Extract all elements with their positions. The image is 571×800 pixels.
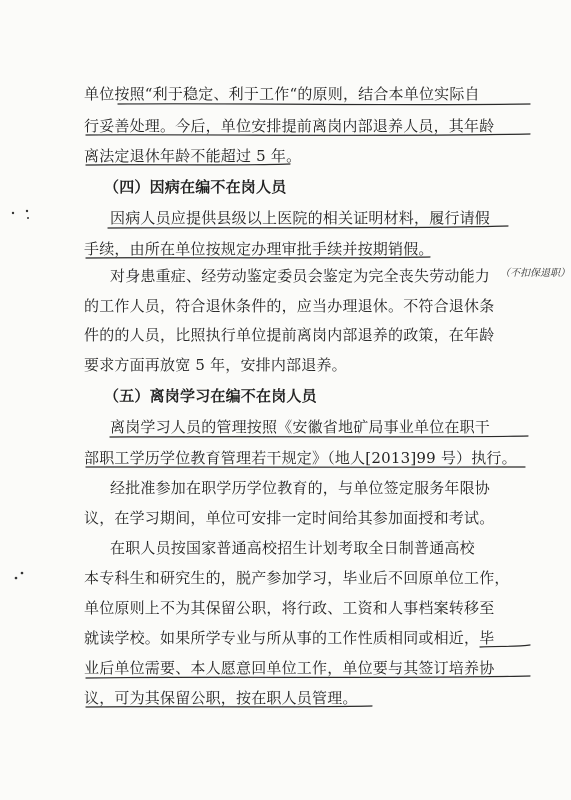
underline-mark [86, 706, 372, 707]
paragraph-line: 单位原则上不为其保留公职，将行政、工资和人事档案转移至 [84, 599, 495, 617]
paragraph-line: 件的的人员，比照执行单位提前离岗内部退养的政策，在年龄 [84, 326, 495, 344]
paragraph-line: 行妥善处理。今后，单位安排提前离岗内部退养人员，其年龄 [84, 117, 495, 135]
underline-mark [110, 436, 528, 437]
paragraph-line: 本专科生和研究生的，脱产参加学习，毕业后不回原单位工作， [84, 569, 510, 587]
paragraph-line: 离法定退休年龄不能超过 5 年。 [84, 147, 302, 165]
margin-dot [27, 217, 29, 219]
underline-mark [480, 645, 530, 647]
handwritten-margin-note: （不扣保退职） [500, 268, 570, 279]
underline-mark [86, 257, 430, 258]
paragraph-line: 就读学校。如果所学专业与所从事的工作性质相同或相近，毕 [84, 629, 495, 647]
paragraph-line: 手续，由所在单位按规定办理审批手续并按期销假。 [84, 240, 434, 258]
underline-mark [86, 134, 530, 135]
paragraph-line: 要求方面再放宽 5 年，安排内部退养。 [84, 356, 347, 374]
paragraph-line: 议，可为其保留公职，按在职人员管理。 [84, 689, 358, 707]
paragraph-line: 议，在学习期间，单位可安排一定时间给其参加面授和考试。 [84, 509, 495, 527]
paragraph-line: 的工作人员，符合退休条件的，应当办理退休。不符合退休条 [84, 297, 495, 315]
section-heading-5: （五）离岗学习在编不在岗人员 [104, 387, 317, 405]
paragraph-line: 因病人员应提供县级以上医院的相关证明材料，履行请假 [110, 209, 491, 227]
paragraph-line: 业后单位需要、本人愿意回单位工作，单位要与其签订培养协 [84, 659, 495, 677]
paragraph-line: 经批准参加在职学历学位教育的，与单位签定服务年限协 [110, 479, 491, 497]
margin-dot [12, 212, 14, 214]
underline-mark [86, 467, 525, 468]
margin-dot [21, 572, 24, 575]
paragraph-line: 离岗学习人员的管理按照《安徽省地矿局事业单位在职干 [110, 418, 491, 436]
paragraph-line: 单位按照“利于稳定、利于工作“的原则，结合本单位实际自 [84, 85, 480, 103]
underline-mark [86, 164, 290, 165]
paragraph-line: 对身患重症、经劳动鉴定委员会鉴定为完全丧失劳动能力 [110, 267, 491, 285]
underline-mark [86, 676, 530, 678]
margin-dot [26, 210, 28, 212]
paragraph-line: 部职工学历学位教育管理若干规定》（地人[2013]99 号）执行。 [84, 449, 517, 467]
underline-mark [108, 226, 508, 228]
section-heading-4: （四）因病在编不在岗人员 [104, 178, 287, 196]
paragraph-line: 在职人员按国家普通高校招生计划考取全日制普通高校 [110, 539, 475, 557]
margin-dot [15, 577, 18, 580]
underline-mark [118, 104, 530, 105]
